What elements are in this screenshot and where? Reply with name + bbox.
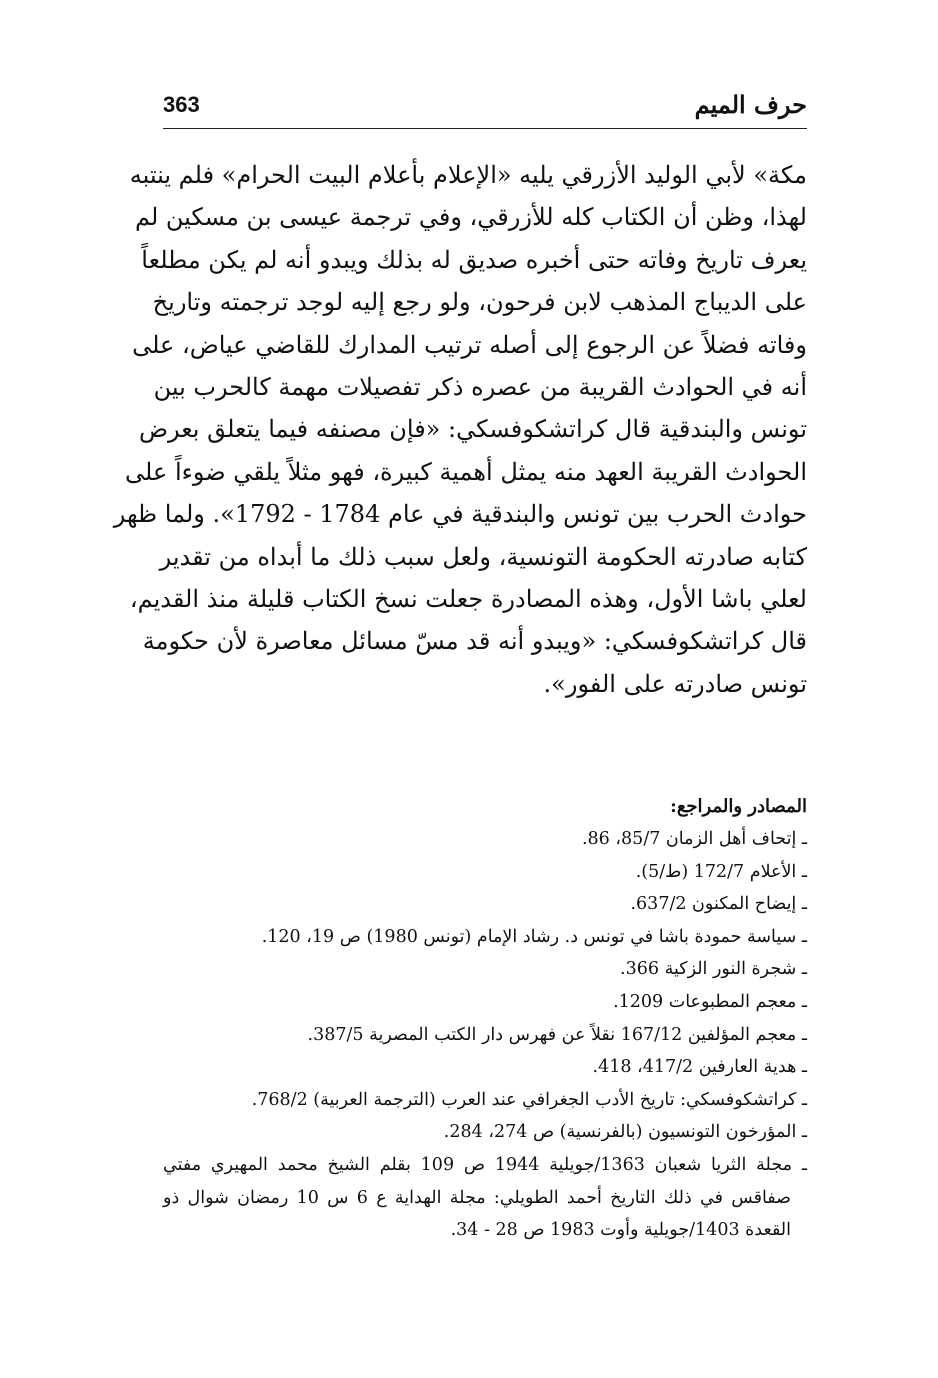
source-item: ـ معجم المؤلفين 167/12 نقلاً عن فهرس دار الكتب المصرية 387/5. (307, 1024, 807, 1045)
body-line: أنه في الحوادث القريبة من عصره ذكر تفصيلات مهمة كالحرب بين (153, 372, 807, 401)
body-line: لهذا، وظن أن الكتاب كله للأزرقي، وفي ترجمة عيسى بن مسكين لم (134, 203, 807, 232)
body-line: على الديباج المذهب لابن فرحون، ولو رجع إليه لوجد ترجمته وتاريخ (152, 288, 807, 317)
body-line: تونس صادرته على الفور». (543, 669, 807, 698)
body-line: مكة» لأبي الوليد الأزرقي يليه «الإعلام بأعلام البيت الحرام» فلم ينتبه (129, 161, 807, 189)
source-item: ـ سياسة حمودة باشا في تونس د. رشاد الإمام (تونس 1980) ص 19، 120. (261, 926, 807, 947)
source-item: ـ هدية العارفين 417/2، 418. (592, 1057, 807, 1078)
source-item: ـ إتحاف أهل الزمان 85/7، 86. (581, 829, 807, 849)
source-item: ـ مجلة الثريا شعبان 1363/جويلية 1944 ص 109 بقلم الشيخ محمد المهيري مفتي صفاقس في ذلك التاريخ أحمد الطويلي: مجلة الهداية ع 6 س 10 رمضان شوال ذو القعدة 1403/جويلية وأوت 1983 ص 28 - 34. (163, 1154, 807, 1241)
source-item: ـ معجم المطبوعات 1209. (613, 991, 807, 1012)
body-line: الحوادث القريبة العهد منه يمثل أهمية كبيرة، فهو مثلاً يلقي ضوءاً على (125, 457, 807, 486)
sources-section (163, 790, 807, 1247)
body-line: يعرف تاريخ وفاته حتى أخبره صديق له بذلك ويبدو أنه لم يكن مطلعاً (141, 245, 807, 274)
body-line: حوادث الحرب بين تونس والبندقية في عام 1784 - 1792». ولما ظهر (113, 500, 807, 529)
body-line: تونس والبندقية قال كراتشكوفسكي: «فإن مصنفه فيما يتعلق بعرض (138, 415, 807, 444)
source-item: ـ كراتشكوفسكي: تاريخ الأدب الجغرافي عند العرب (الترجمة العربية) 768/2. (251, 1089, 807, 1110)
source-item: ـ الأعلام 172/7 (ط/5). (635, 861, 807, 882)
body-line: لعلي باشا الأول، وهذه المصادرة جعلت نسخ الكتاب قليلة منذ القديم، (129, 584, 807, 613)
body-line: كتابه صادرته الحكومة التونسية، ولعل سبب ذلك ما أبداه من تقدير (159, 542, 807, 571)
source-item: ـ إيضاح المكنون 637/2. (630, 894, 807, 915)
body-line: قال كراتشكوفسكي: «ويبدو أنه قد مسّ مسائل معاصرة لأن حكومة (142, 627, 807, 656)
source-item: ـ شجرة النور الزكية 366. (620, 959, 807, 980)
page-number: 363 (163, 92, 200, 117)
page-header (163, 88, 807, 129)
sources-heading: المصادر والمراجع: (670, 796, 807, 817)
body-line: وفاته فضلاً عن الرجوع إلى أصله ترتيب المدارك للقاضي عياض، على (132, 330, 807, 359)
running-title: حرف الميم (694, 90, 807, 119)
source-item: ـ المؤرخون التونسيون (بالفرنسية) ص 274، 284. (443, 1122, 807, 1143)
body-paragraph (113, 154, 807, 705)
